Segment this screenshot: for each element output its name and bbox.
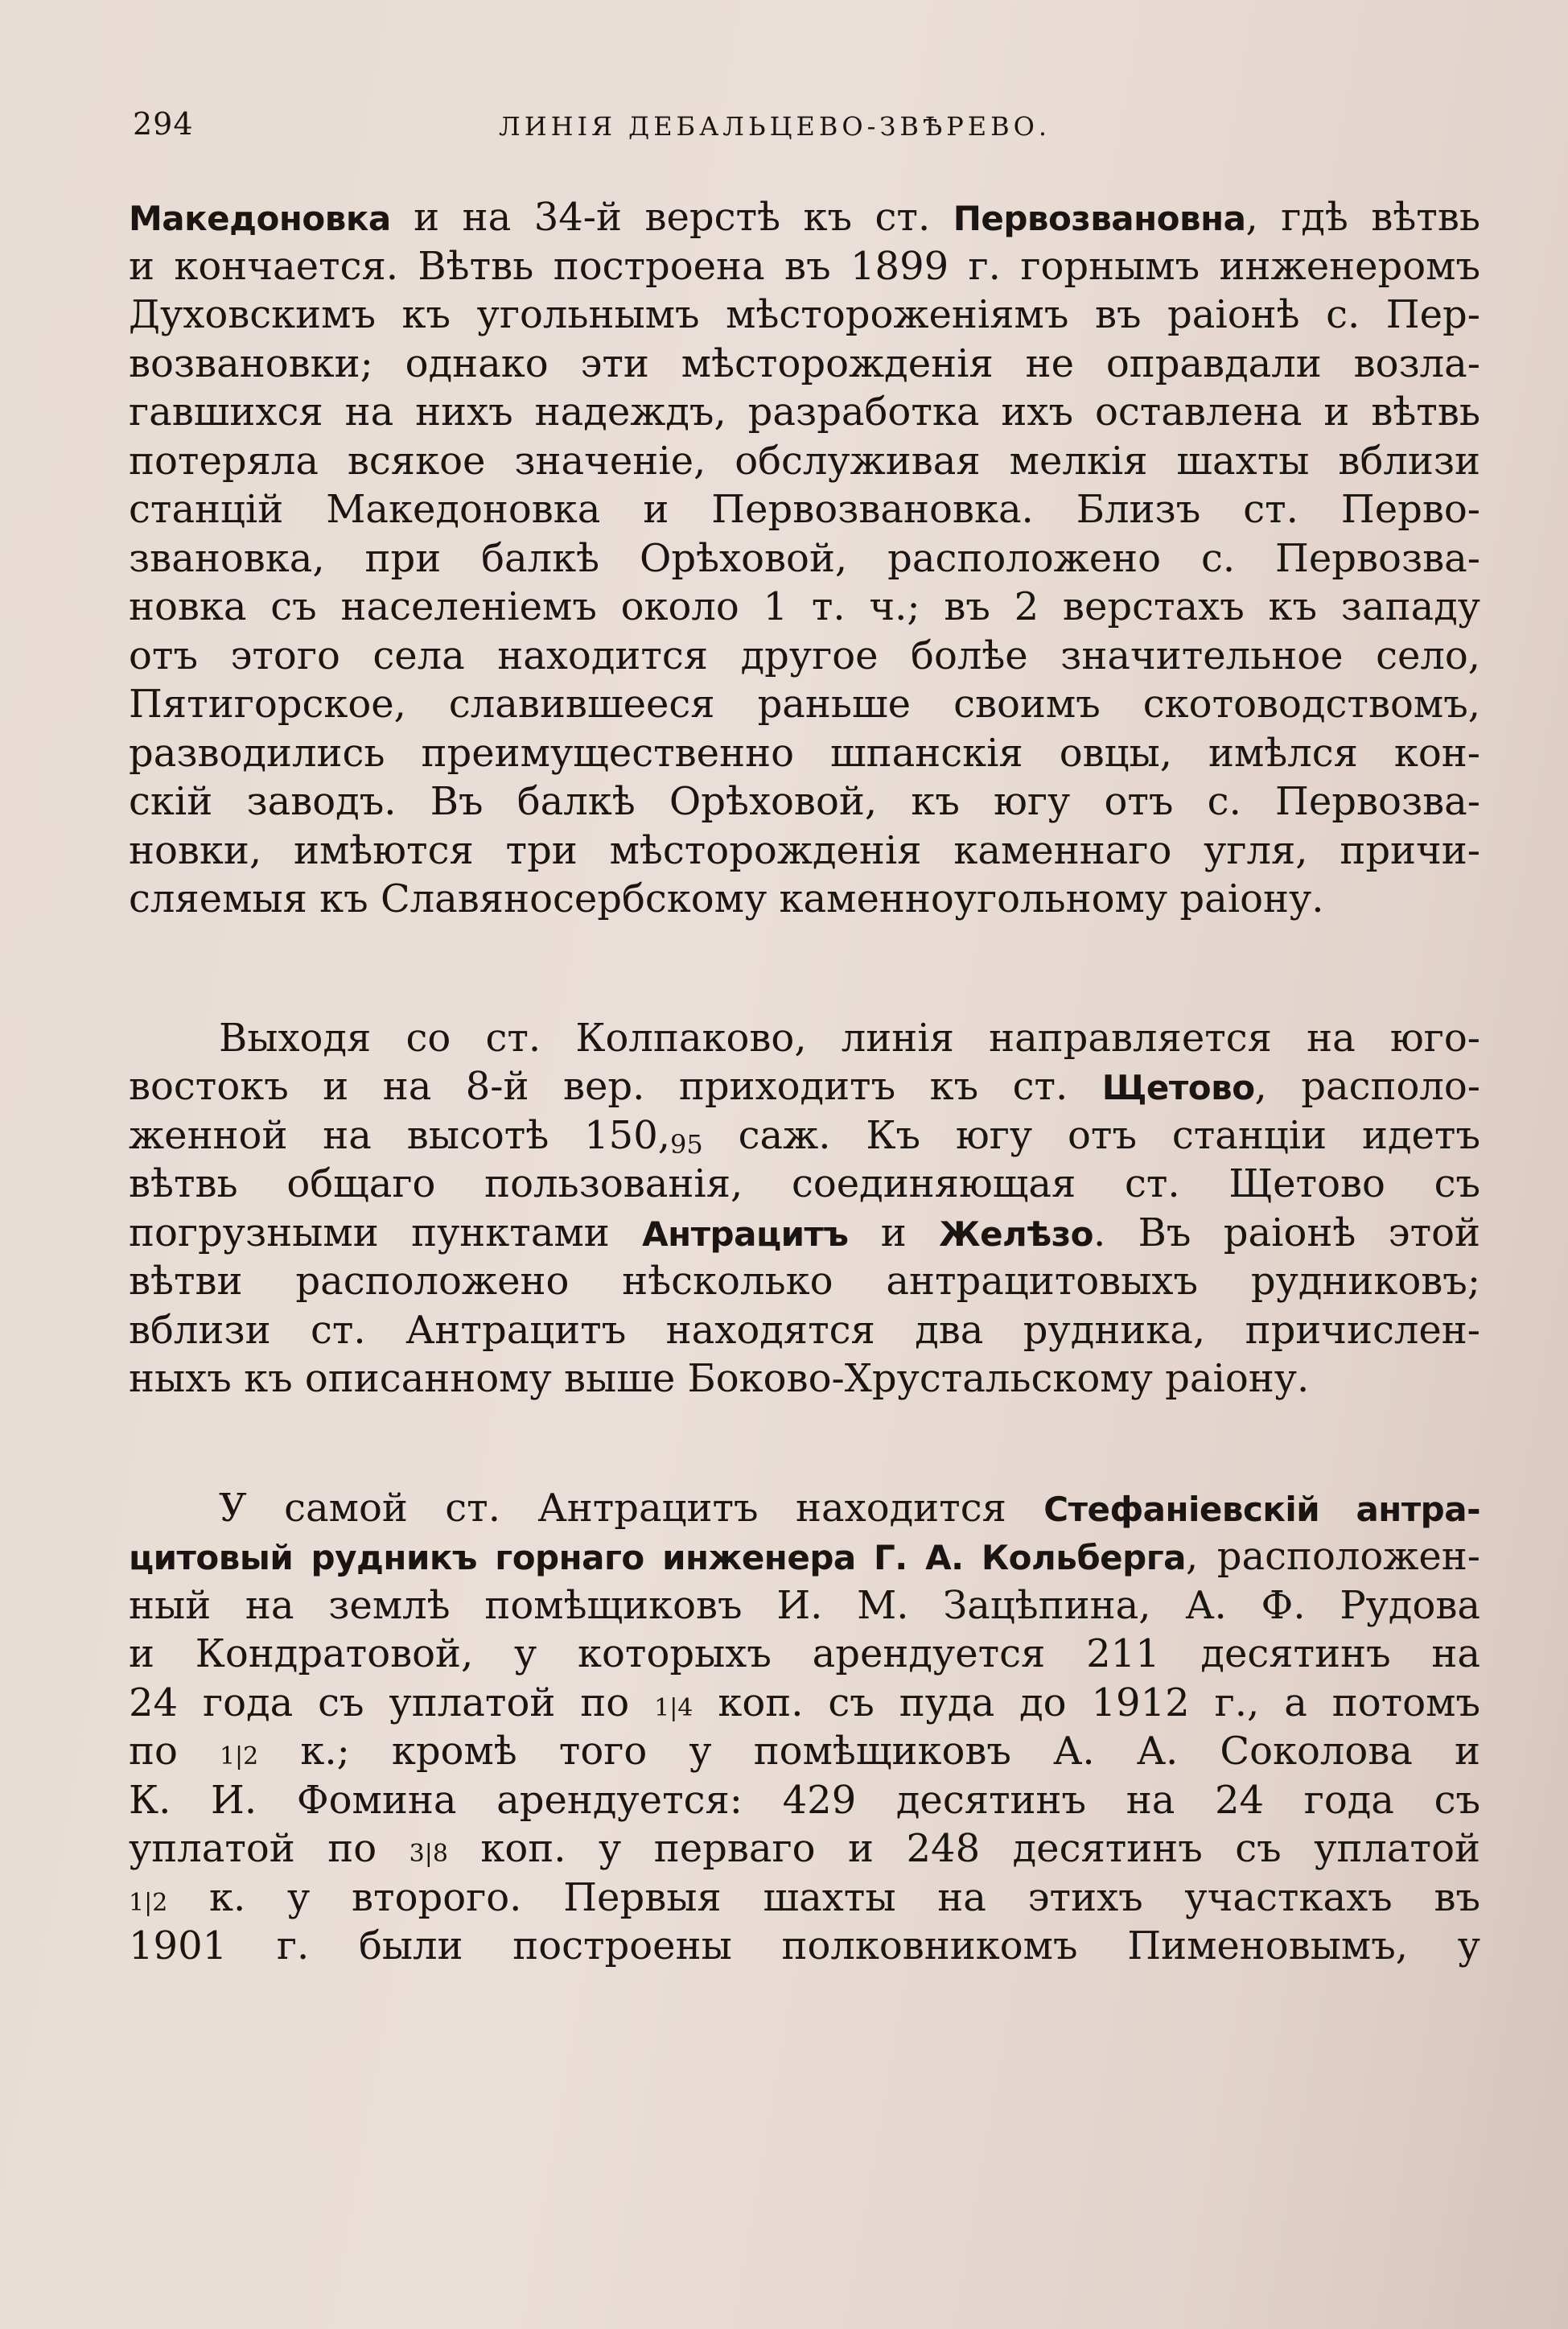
text-line: отъ этого села находится другое болѣе значительное село,: [129, 633, 1480, 678]
text-line: вблизи ст. Антрацитъ находятся два рудника, причислен-: [129, 1307, 1480, 1353]
decimal-subscript: 95: [670, 1128, 703, 1160]
mine-name: Стефаніевскій антра-: [1043, 1489, 1481, 1529]
paragraph-1: [129, 193, 1480, 924]
paragraph-3: [129, 1484, 1480, 1971]
text-line: У самой ст. Антрацитъ находится Стефаніевскій антра-: [219, 1485, 1481, 1531]
text-line: 24 года съ уплатой по 1|4 коп. съ пуда до 1912 г., а потомъ: [129, 1680, 1481, 1725]
text-line: возвановки; однако эти мѣсторожденія не оправдали возла-: [129, 340, 1480, 386]
text-line: Македоновка и на 34-й верстѣ къ ст. Первозвановна, гдѣ вѣтвь: [129, 195, 1481, 240]
station-name: Антрацитъ: [642, 1214, 849, 1254]
text-line: Духовскимъ къ угольнымъ мѣстороженіямъ въ раіонѣ с. Пер-: [129, 292, 1480, 337]
text-line: разводились преимущественно шпанскія овцы, имѣлся кон-: [129, 730, 1480, 776]
text-line: 1901 г. были построены полковникомъ Пименовымъ, у: [129, 1923, 1480, 1968]
text-line: Выходя со ст. Колпаково, линія направляется на юго-: [219, 1015, 1480, 1061]
text-line: ныхъ къ описанному выше Боково-Хрустальскому раіону.: [129, 1356, 1310, 1401]
text-line: звановка, при балкѣ Орѣховой, расположено с. Первозва-: [129, 535, 1480, 581]
text-line: по 1|2 к.; кромѣ того у помѣщиковъ А. А. Соколова и: [129, 1729, 1480, 1774]
fraction: 1|2: [219, 1742, 259, 1770]
text-line: сляемыя къ Славяносербскому каменноугольному раіону.: [129, 876, 1324, 921]
text-line: вѣтвь общаго пользованія, соединяющая ст. Щетово съ: [129, 1161, 1480, 1206]
text-line: 1|2 к. у второго. Первыя шахты на этихъ участкахъ въ: [129, 1874, 1480, 1920]
text-line: погрузными пунктами Антрацитъ и Желѣзо. Въ раіонѣ этой: [129, 1210, 1481, 1255]
text-line: ный на землѣ помѣщиковъ И. М. Зацѣпина, А. Ф. Рудова: [129, 1582, 1480, 1628]
fraction: 1|2: [129, 1888, 168, 1917]
text-line: потеряла всякое значеніе, обслуживая мелкія шахты вблизи: [129, 438, 1480, 484]
text-line: гавшихся на нихъ надеждъ, разработка ихъ оставлена и вѣтвь: [129, 390, 1480, 435]
text-line: уплатой по 3|8 коп. у перваго и 248 десятинъ съ уплатой: [129, 1826, 1480, 1871]
station-name: Желѣзо: [939, 1214, 1093, 1254]
text-line: скій заводъ. Въ балкѣ Орѣховой, къ югу отъ с. Первозва-: [129, 779, 1480, 824]
mine-name: цитовый рудникъ горнаго инженера Г. А. Кольберга: [129, 1538, 1187, 1577]
text-line: цитовый рудникъ горнаго инженера Г. А. Кольберга, расположен-: [129, 1534, 1481, 1579]
text-line: Пятигорское, славившееся раньше своимъ скотоводствомъ,: [129, 682, 1480, 727]
text-line: станцій Македоновка и Первозвановка. Близъ ст. Перво-: [129, 487, 1480, 532]
paragraph-2: [129, 1014, 1480, 1404]
text-line: К. И. Фомина арендуется: 429 десятинъ на 24 года съ: [129, 1777, 1480, 1823]
paragraph-spacer: [129, 924, 1480, 1014]
text-line: востокъ и на 8-й вер. приходитъ къ ст. Щетово, располо-: [129, 1064, 1480, 1109]
text-line: женной на высотѣ 150,95 саж. Къ югу отъ станціи идетъ: [129, 1112, 1481, 1160]
text-line: новка съ населеніемъ около 1 т. ч.; въ 2 верстахъ къ западу: [129, 584, 1480, 629]
fraction: 3|8: [409, 1840, 448, 1868]
station-name: Щетово: [1101, 1068, 1255, 1107]
running-head: [133, 106, 1478, 155]
place-name: Македоновка: [129, 199, 391, 238]
text-line: новки, имѣются три мѣсторожденія каменнаго угля, причи-: [129, 827, 1480, 873]
running-title: ЛИНІЯ ДЕБАЛЬЦЕВО-ЗВѢРЕВО.: [499, 111, 1052, 142]
place-name: Первозвановна: [953, 199, 1246, 238]
body-text: [129, 193, 1480, 1971]
text-line: вѣтви расположено нѣсколько антрацитовыхъ рудниковъ;: [129, 1259, 1480, 1304]
text-line: и кончается. Вѣтвь построена въ 1899 г. горнымъ инженеромъ: [129, 243, 1480, 289]
text-line: и Кондратовой, у которыхъ арендуется 211 десятинъ на: [129, 1631, 1480, 1676]
fraction: 1|4: [654, 1693, 693, 1722]
paragraph-spacer: [129, 1404, 1480, 1484]
page-number: 294: [133, 106, 194, 142]
